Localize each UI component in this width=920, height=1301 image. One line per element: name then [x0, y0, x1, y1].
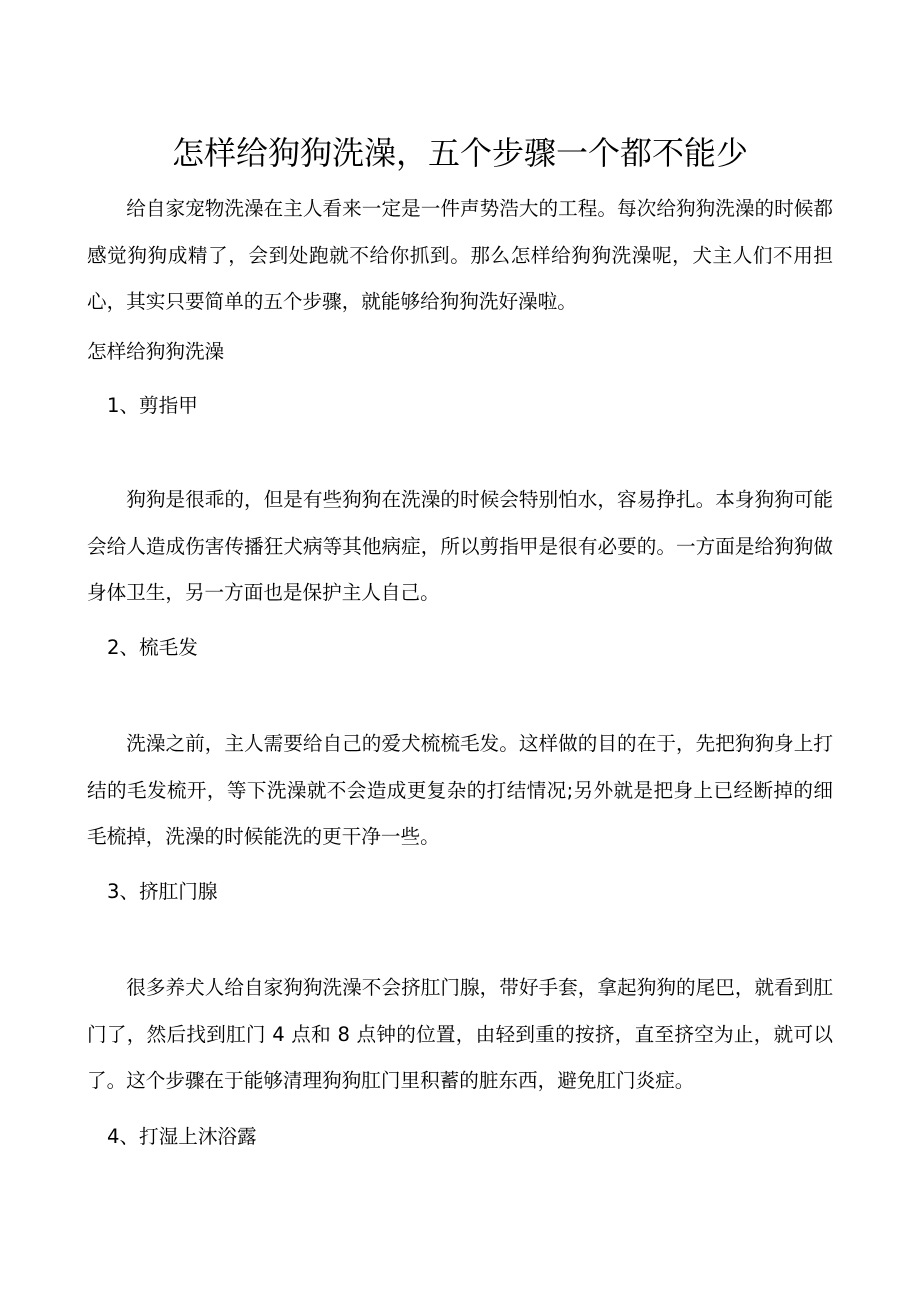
step-1-heading: 1、剪指甲: [107, 394, 198, 417]
step-4-heading: 4、打湿上沐浴露: [107, 1125, 257, 1148]
step-3-heading: 3、挤肛门腺: [107, 880, 218, 903]
document-title: 怎样给狗狗洗澡，五个步骤一个都不能少: [171, 134, 748, 172]
intro-paragraph: 给自家宠物洗澡在主人看来一定是一件声势浩大的工程。每次给狗狗洗澡的时候都感觉狗狗成精了，会到处跑就不给你抓到。那么怎样给狗狗洗澡呢，犬主人们不用担心，其实只要简单的五个步骤，就能够给狗狗洗好澡啦。: [87, 197, 833, 313]
step-2-heading: 2、梳毛发: [107, 636, 198, 659]
step-1-paragraph: 狗狗是很乖的，但是有些狗狗在洗澡的时候会特别怕水，容易挣扎。本身狗狗可能会给人造成伤害传播狂犬病等其他病症，所以剪指甲是很有必要的。一方面是给狗狗做身体卫生，另一方面也是保护主人自己。: [87, 488, 833, 604]
step-2-paragraph: 洗澡之前，主人需要给自己的爱犬梳梳毛发。这样做的目的在于，先把狗狗身上打结的毛发梳开，等下洗澡就不会造成更复杂的打结情况;另外就是把身上已经断掉的细毛梳掉，洗澡的时候能洗的更干净一些。: [87, 732, 833, 848]
step-3-paragraph: 很多养犬人给自家狗狗洗澡不会挤肛门腺，带好手套，拿起狗狗的尾巴，就看到肛门了，然后找到肛门 4 点和 8 点钟的位置，由轻到重的按挤，直至挤空为止，就可以了。这个步骤在于能够清理狗狗肛门里积蓄的脏东西，避免肛门炎症。: [87, 976, 833, 1092]
section-heading: 怎样给狗狗洗澡: [87, 340, 225, 363]
